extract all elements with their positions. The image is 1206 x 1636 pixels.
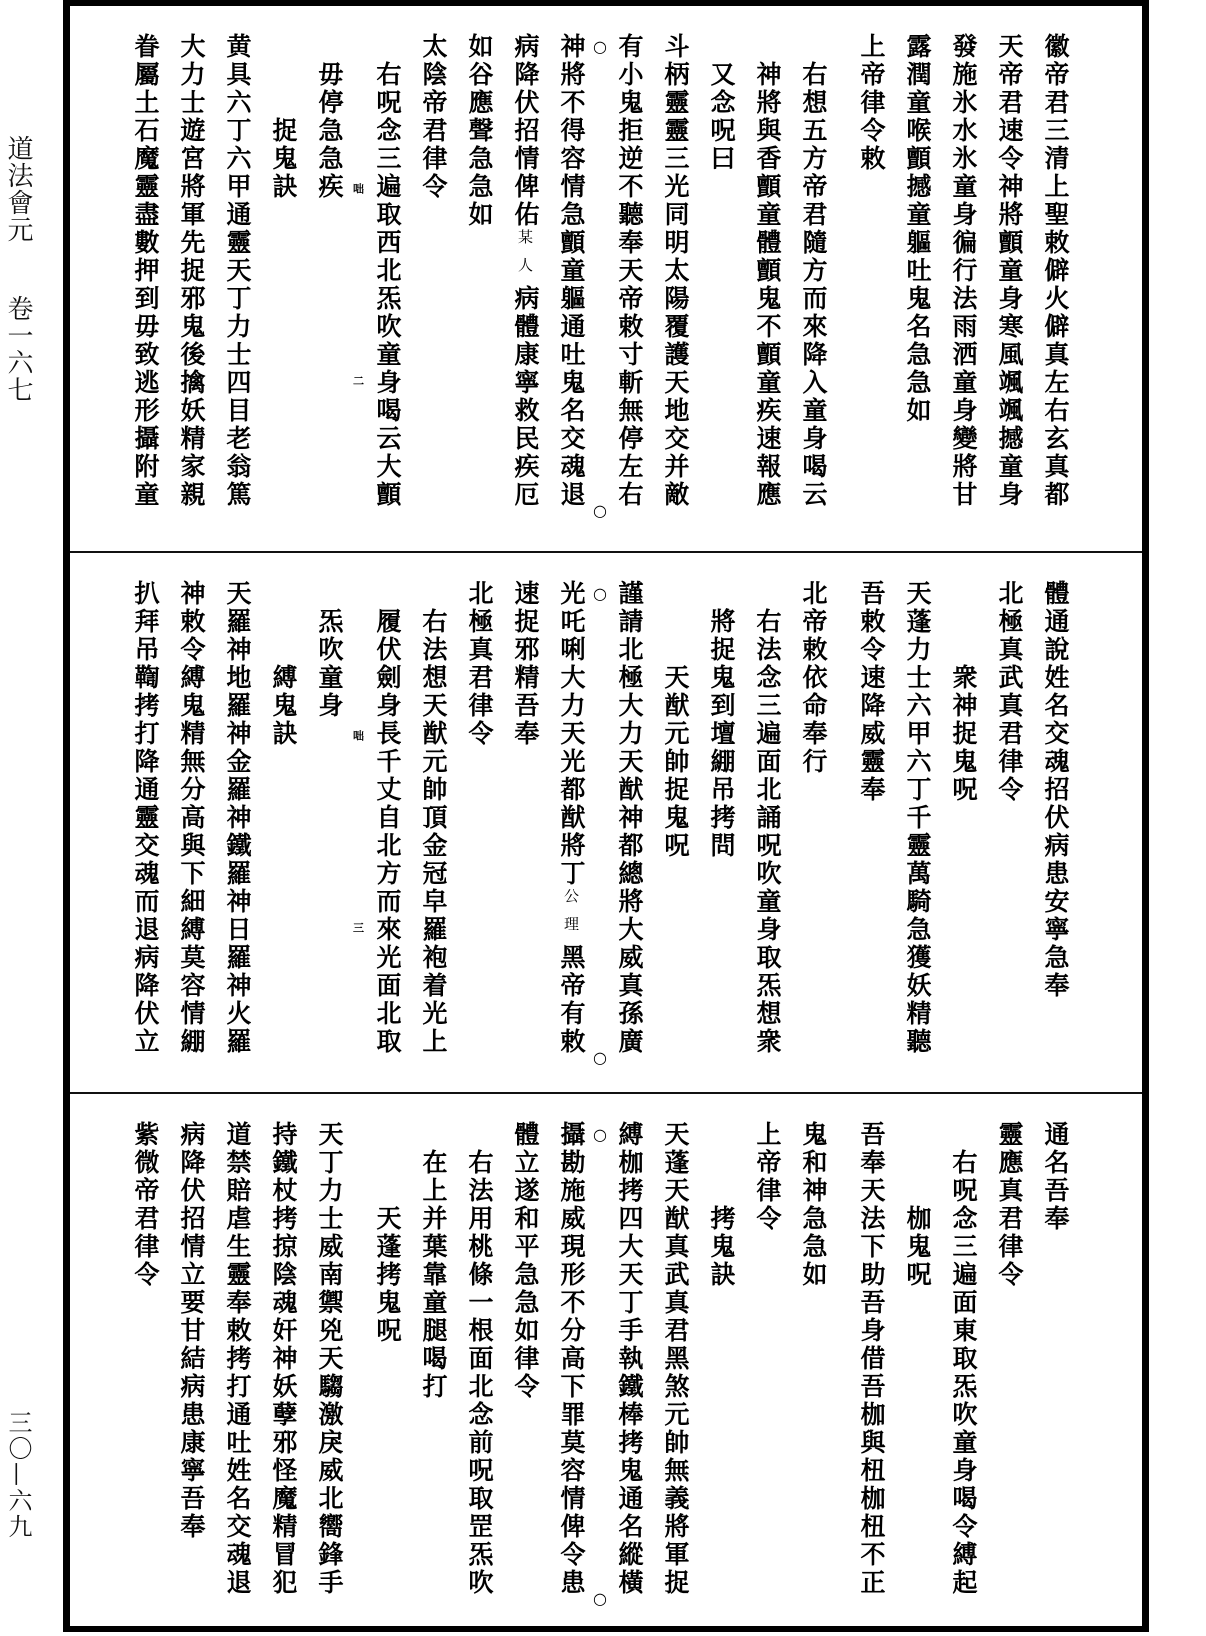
- leaf-gap: [836, 33, 848, 551]
- text-column: 攝勘施威現形不分高下罪莫容情俾令患: [557, 1121, 586, 1597]
- circle-mark: ○: [593, 501, 607, 520]
- text-column: 吾敕令速降威靈奉: [857, 580, 886, 804]
- text-column: 謹請北極大力天猷神都總將大威真孫廣: [615, 580, 644, 1056]
- text-column: 上帝律令: [753, 1121, 782, 1233]
- leaf-group: [848, 33, 1078, 551]
- text-column: 將捉鬼到壇綳吊拷問: [707, 608, 736, 860]
- circle-mark: ○: [593, 584, 607, 603]
- text-column: 通名吾奉: [1041, 1121, 1070, 1233]
- text-column: 右呪念三遍面東取炁吹童身喝令縛起: [949, 1149, 978, 1597]
- leaf-group: [848, 580, 1078, 1092]
- text-column: 眷屬土石魔靈盡數押到毋致逃形攝附童: [131, 33, 160, 509]
- text-column: 大力士遊宮將軍先捉邪鬼後擒妖精家親: [177, 33, 206, 509]
- text-column: 如谷應聲急急如: [465, 33, 494, 229]
- text-column: 斗柄靈靈三光同明太陽覆護天地交并敵: [661, 33, 690, 509]
- text-column: 紫微帝君律令: [131, 1121, 160, 1289]
- text-column: 履伏劍身長千丈自北方而來光面北取: [373, 608, 402, 1056]
- text-column: 縛枷拷四大天丁手執鐵棒拷鬼通名縱橫: [615, 1121, 644, 1597]
- panel-middle: [70, 553, 1142, 1094]
- text-column: 右法想天猷元帥頂金冠皁羅袍着光上: [419, 608, 448, 1056]
- leaf-gap: [836, 1121, 848, 1626]
- column-text: 光吒唎大力天光都猷將丁: [557, 580, 586, 888]
- text-column: 天羅神地羅神金羅神鐵羅神日羅神火羅: [223, 580, 252, 1056]
- column-text: 黑帝有敕: [557, 944, 586, 1056]
- text-column: 體立遂和平急急如律令: [511, 1121, 540, 1401]
- text-column: 北帝敕依命奉行: [799, 580, 828, 776]
- text-column: 有小鬼拒逆不聽奉天帝敕寸斬無停左右: [615, 33, 644, 509]
- text-column: [502, 33, 548, 551]
- leaf-group: [364, 580, 594, 1092]
- text-column: 徽帝君三清上聖敕僻火僻真左右玄真都: [1041, 33, 1070, 509]
- text-column: 右想五方帝君隨方而來降入童身喝云: [799, 61, 828, 509]
- book-title: 道法會元: [3, 135, 33, 243]
- text-column: 神將不得容情急顫童軀通吐鬼名交魂退: [557, 33, 586, 509]
- text-column: 扒拜吊鞫拷打降通靈交魂而退病降伏立: [131, 580, 160, 1056]
- circle-mark: ○: [593, 1589, 607, 1608]
- text-column: 天蓬力士六甲六丁千靈萬騎急獲妖精聽: [903, 580, 932, 1056]
- text-column: [548, 580, 594, 1092]
- text-column: 神將與香顫童體顫鬼不顫童疾速報應: [753, 61, 782, 509]
- text-column: 天蓬天猷真武真君黑煞元帥無義將軍捉: [661, 1121, 690, 1597]
- text-column: 持鐵杖拷掠陰魂奸神妖孽邪怪魔精冒犯: [269, 1121, 298, 1597]
- section-heading: 衆神捉鬼呪: [949, 664, 978, 804]
- leaf-group: [122, 580, 352, 1092]
- leaf-group: [606, 580, 836, 1092]
- text-column: 上帝律令敕: [857, 33, 886, 173]
- circle-mark: ○: [593, 1125, 607, 1144]
- leaf-gap: [836, 580, 848, 1092]
- page-frame: [63, 0, 1149, 1632]
- text-column: 天丁力士威南禦兇天騶激戾威北嚮鋒手: [315, 1121, 344, 1597]
- panel-bottom: [70, 1094, 1142, 1626]
- text-column: 天帝君速令神將顫童身寒風颯颯撼童身: [995, 33, 1024, 509]
- leaf-gap: [352, 1121, 364, 1626]
- text-column: 右法念三遍面北誦呪吹童身取炁想衆: [753, 608, 782, 1056]
- column-text: 病體康寧救民疾厄: [511, 285, 540, 509]
- section-heading: 天猷元帥捉鬼呪: [661, 664, 690, 860]
- text-column: 太陰帝君律令: [419, 33, 448, 201]
- text-column: 又念呪曰: [707, 61, 736, 173]
- text-column: 右呪念三遍取西北炁吹童身喝云大顫: [373, 61, 402, 509]
- section-heading: 捉鬼訣: [269, 117, 298, 201]
- text-column: 在上并葉靠童腿喝打: [419, 1149, 448, 1401]
- circle-mark: ○: [593, 37, 607, 56]
- text-column: 炁吹童身: [315, 608, 344, 720]
- text-column: 黄具六丁六甲通靈天丁力士四目老翁篤: [223, 33, 252, 509]
- leaf-number: 二: [351, 375, 365, 386]
- leaf-group: [122, 33, 352, 551]
- text-column: 病降伏招情立要甘結病患康寧吾奉: [177, 1121, 206, 1541]
- section-heading: 拷鬼訣: [707, 1205, 736, 1289]
- center-fold-gap: [594, 1121, 606, 1626]
- inline-note: 公理: [562, 888, 580, 944]
- leaf-gap: [352, 33, 364, 551]
- leaf-group: [606, 1121, 836, 1626]
- text-column: 靈應真君律令: [995, 1121, 1024, 1289]
- circle-mark: ○: [593, 1048, 607, 1067]
- leaf-gap: [352, 580, 364, 1092]
- panel-top: [70, 6, 1142, 553]
- leaf-group: [364, 33, 594, 551]
- leaf-group: [364, 1121, 594, 1626]
- leaf-group: [606, 33, 836, 551]
- text-column: 右法用桃條一根面北念前呪取罡炁吹: [465, 1149, 494, 1597]
- text-column: 北極真君律令: [465, 580, 494, 748]
- center-fold-gap: [594, 580, 606, 1092]
- section-heading: 天蓬拷鬼呪: [373, 1205, 402, 1345]
- text-column: 吾奉天法下助吾身借吾枷與杻枷杻不正: [857, 1121, 886, 1597]
- text-column: 毋停急急疾: [315, 61, 344, 201]
- page-number: 三〇—六九: [4, 1410, 32, 1540]
- text-column: 神敕令縛鬼精無分高與下細縛莫容情綳: [177, 580, 206, 1056]
- leaf-marker: 咄: [351, 730, 365, 741]
- text-column: 體通說姓名交魂招伏病患安寧急奉: [1041, 580, 1070, 1000]
- leaf-group: [848, 1121, 1078, 1626]
- column-text: 病降伏招情俾佑: [511, 33, 540, 229]
- section-heading: 縛鬼訣: [269, 664, 298, 748]
- text-column: 速捉邪精吾奉: [511, 580, 540, 748]
- text-column: 露潤童喉顫撼童軀吐鬼名急急如: [903, 33, 932, 425]
- section-heading: 枷鬼呪: [903, 1205, 932, 1289]
- leaf-group: [122, 1121, 352, 1626]
- text-column: 鬼和神急急如: [799, 1121, 828, 1289]
- text-column: 道禁賠虐生靈奉敕拷打通吐姓名交魂退: [223, 1121, 252, 1597]
- inline-note: 某人: [516, 229, 534, 285]
- volume-label: 卷一六七: [3, 295, 33, 403]
- text-column: 北極真武真君律令: [995, 580, 1024, 804]
- leaf-number: 三: [351, 922, 365, 933]
- text-column: 發施氷水氷童身徧行法雨洒童身變將甘: [949, 33, 978, 509]
- center-fold-gap: [594, 33, 606, 551]
- leaf-marker: 咄: [351, 183, 365, 194]
